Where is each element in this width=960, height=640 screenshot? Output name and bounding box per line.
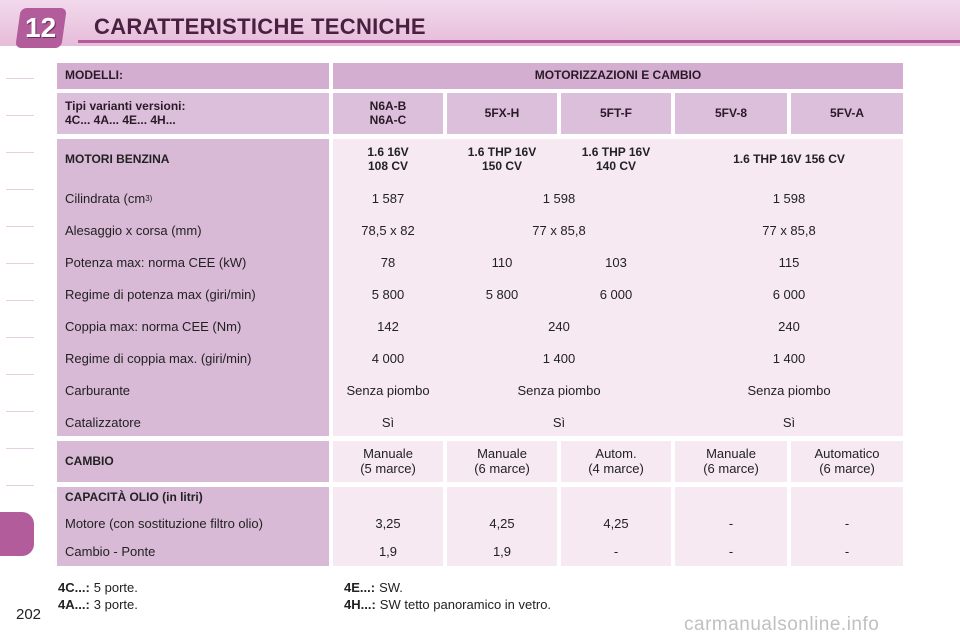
gearbox-type: Autom. bbox=[595, 445, 637, 461]
footnote-key: 4E...: bbox=[344, 580, 376, 595]
spec-label bbox=[57, 375, 329, 407]
variants-label-line1: Tipi varianti versioni: bbox=[65, 98, 186, 113]
tab-divider bbox=[6, 263, 34, 264]
spec-value: 5 800 bbox=[485, 286, 519, 302]
spec-label bbox=[57, 407, 329, 439]
watermark[interactable]: carmanualsonline.info bbox=[684, 614, 880, 635]
spec-label-text: Catalizzatore bbox=[65, 414, 141, 430]
spec-label-text: Coppia max: norma CEE (Nm) bbox=[65, 318, 242, 334]
engine-name: 1.6 THP 16V bbox=[467, 145, 537, 160]
tab-divider bbox=[6, 337, 34, 338]
spec-label bbox=[57, 279, 329, 311]
engines-header: MOTORIZZAZIONI E CAMBIO bbox=[333, 63, 903, 89]
gearbox-gears: (6 marce) bbox=[703, 460, 759, 476]
footnote-text: 3 porte. bbox=[93, 597, 138, 612]
spec-value: Senza piombo bbox=[747, 382, 831, 398]
oil-value: - bbox=[728, 543, 734, 559]
chapter-number: 12 bbox=[25, 12, 57, 43]
footnote bbox=[58, 580, 138, 595]
spec-value: 1 400 bbox=[772, 350, 806, 366]
tab-divider bbox=[6, 152, 34, 153]
tab-divider bbox=[6, 189, 34, 190]
gearbox-cell bbox=[447, 441, 557, 482]
footnote-text: 5 porte. bbox=[93, 580, 138, 595]
tab-divider bbox=[6, 300, 34, 301]
spec-value: 78,5 x 82 bbox=[361, 222, 415, 238]
oil-value: - bbox=[613, 543, 619, 559]
variants-label-line2: 4C... 4A... 4E... 4H... bbox=[65, 112, 176, 127]
spec-value: 77 x 85,8 bbox=[532, 222, 586, 238]
spec-label bbox=[57, 215, 329, 247]
spec-value: 6 000 bbox=[772, 286, 806, 302]
spec-value: 110 bbox=[491, 254, 513, 270]
spec-value: 142 bbox=[377, 318, 399, 334]
oil-row-label: Cambio - Ponte bbox=[65, 543, 156, 559]
footnote-key: 4A...: bbox=[58, 597, 90, 612]
spec-label-superscript: 3) bbox=[145, 194, 153, 204]
spec-label-text: Cilindrata (cm bbox=[65, 190, 146, 206]
variant-code: N6A-C bbox=[369, 112, 407, 127]
oil-value: 4,25 bbox=[489, 515, 515, 531]
footnote-key: 4H...: bbox=[344, 597, 376, 612]
spec-value: 1 598 bbox=[772, 190, 806, 206]
variant-code: 5FT-F bbox=[561, 93, 671, 134]
engine-name: 1.6 THP 16V bbox=[581, 145, 651, 160]
gearbox-cell bbox=[675, 441, 787, 482]
spec-value: 1 598 bbox=[542, 190, 576, 206]
spec-label bbox=[57, 183, 329, 215]
footnote bbox=[344, 580, 403, 595]
gearbox-type: Manuale bbox=[477, 445, 527, 461]
spec-value: Sì bbox=[552, 414, 566, 430]
oil-value: 4,25 bbox=[603, 515, 629, 531]
spec-label bbox=[57, 311, 329, 343]
spec-label bbox=[57, 343, 329, 375]
variant-code: 5FV-A bbox=[791, 93, 903, 134]
tab-divider bbox=[6, 448, 34, 449]
spec-value: 115 bbox=[778, 254, 800, 270]
models-label: MODELLI: bbox=[57, 63, 329, 89]
spec-value: 4 000 bbox=[371, 350, 405, 366]
tab-divider bbox=[6, 485, 34, 486]
engine-power: 140 CV bbox=[595, 159, 637, 173]
footnote bbox=[344, 597, 551, 612]
spec-value: 77 x 85,8 bbox=[762, 222, 816, 238]
engine-power: 108 CV bbox=[367, 159, 409, 173]
engine-name: 1.6 THP 16V 156 CV bbox=[733, 152, 845, 167]
spec-label-text: Regime di potenza max (giri/min) bbox=[65, 286, 256, 302]
oil-value: 3,25 bbox=[375, 515, 401, 531]
gearbox-cell bbox=[333, 441, 443, 482]
spec-label-text: Carburante bbox=[65, 382, 131, 398]
engine-power: 150 CV bbox=[481, 159, 523, 173]
spec-value: Sì bbox=[381, 414, 395, 430]
tab-divider bbox=[6, 374, 34, 375]
footnote-text: SW tetto panoramico in vetro. bbox=[379, 597, 552, 612]
spec-value: Sì bbox=[782, 414, 796, 430]
spec-value: Senza piombo bbox=[517, 382, 601, 398]
spec-label bbox=[57, 247, 329, 279]
spec-value: 240 bbox=[778, 318, 800, 334]
spec-label-text: Regime di coppia max. (giri/min) bbox=[65, 350, 252, 366]
variant-code-cell bbox=[333, 93, 443, 134]
header-divider bbox=[78, 40, 960, 43]
engine-section-label: MOTORI BENZINA bbox=[65, 152, 170, 167]
oil-value: - bbox=[728, 515, 734, 531]
gearbox-cell bbox=[791, 441, 903, 482]
gearbox-gears: (4 marce) bbox=[588, 460, 644, 476]
spec-label-text: Potenza max: norma CEE (kW) bbox=[65, 254, 247, 270]
spec-value: Senza piombo bbox=[346, 382, 430, 398]
oil-label: CAPACITÀ OLIO (in litri) bbox=[65, 490, 203, 505]
page-number: 202 bbox=[16, 606, 42, 623]
engine-cell bbox=[333, 142, 443, 178]
gearbox-gears: (5 marce) bbox=[360, 460, 416, 476]
tab-divider bbox=[6, 78, 34, 79]
spec-value: 103 bbox=[605, 254, 627, 270]
chapter-badge[interactable] bbox=[15, 8, 67, 48]
tab-divider bbox=[6, 115, 34, 116]
oil-value: 1,9 bbox=[492, 543, 512, 559]
footnote-text: SW. bbox=[379, 580, 403, 595]
gearbox-type: Automatico bbox=[814, 445, 880, 461]
tab-divider bbox=[6, 411, 34, 412]
chapter-tabs bbox=[0, 60, 34, 590]
variant-code: 5FV-8 bbox=[675, 93, 787, 134]
variant-code: N6A-B bbox=[369, 98, 407, 113]
gearbox-cell bbox=[561, 441, 671, 482]
gearbox-gears: (6 marce) bbox=[819, 460, 875, 476]
spec-value: 240 bbox=[548, 318, 570, 334]
engine-cell bbox=[447, 142, 557, 178]
variant-code: 5FX-H bbox=[447, 93, 557, 134]
tab-divider bbox=[6, 226, 34, 227]
spec-label-text: Alesaggio x corsa (mm) bbox=[65, 222, 202, 238]
footnote-key: 4C...: bbox=[58, 580, 90, 595]
engine-cell bbox=[561, 142, 671, 178]
engine-name: 1.6 16V bbox=[367, 145, 409, 160]
spec-value: 1 400 bbox=[542, 350, 576, 366]
variants-label bbox=[57, 93, 329, 134]
active-chapter-tab[interactable] bbox=[0, 512, 34, 556]
gearbox-type: Manuale bbox=[706, 445, 756, 461]
oil-value: - bbox=[844, 543, 850, 559]
oil-value: 1,9 bbox=[378, 543, 398, 559]
spec-value: 5 800 bbox=[371, 286, 405, 302]
gearbox-gears: (6 marce) bbox=[474, 460, 530, 476]
gearbox-type: Manuale bbox=[363, 445, 413, 461]
spec-value: 78 bbox=[380, 254, 396, 270]
footnote bbox=[58, 597, 138, 612]
page-title: CARATTERISTICHE TECNICHE bbox=[94, 14, 426, 39]
spec-value: 6 000 bbox=[599, 286, 633, 302]
spec-value: 1 587 bbox=[371, 190, 405, 206]
oil-value: - bbox=[844, 515, 850, 531]
oil-row-label: Motore (con sostituzione filtro olio) bbox=[65, 515, 263, 531]
gearbox-label: CAMBIO bbox=[57, 441, 329, 482]
